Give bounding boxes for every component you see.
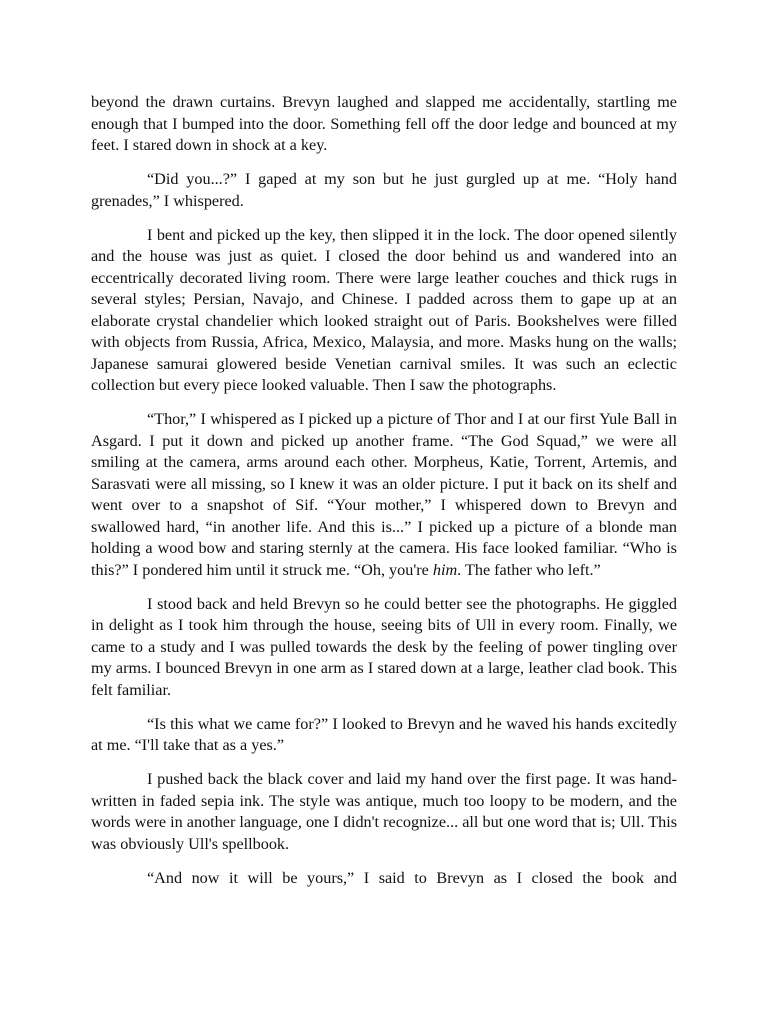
paragraph-4-text-before: “Thor,” I whispered as I picked up a picture of Thor and I at our first Yule Ball in Asgard. I put it down and picked up another frame. “The God Squad,” we were all smiling at the camera, arms around each other. Morpheus, Katie, Torrent, Artemis, and Sarasvati were all missing, so I knew it was an older picture. I put it back on its shelf and went over to a snapshot of Sif. “Your mother,” I whispered down to Brevyn and swallowed hard, “in another life. And this is...” I picked up a picture of a blonde man holding a wood bow and staring sternly at the camera. His face looked familiar. “Who is this?” I pondered him until it struck me. “Oh, you're xyxy=(91,410,677,579)
paragraph-1: beyond the drawn curtains. Brevyn laughed and slapped me accidentally, startling me enough that I bumped into the door. Something fell off the door ledge and bounced at my feet. I stared down in shock at a key. xyxy=(91,93,677,154)
paragraph-5: I stood back and held Brevyn so he could better see the photographs. He giggled in delight as I took him through the house, seeing bits of Ull in every room. Finally, we came to a study and I was pulled towards the desk by the feeling of power tingling over my arms. I bounced Brevyn in one arm as I stared down at a large, leather clad book. This felt familiar. xyxy=(91,594,677,699)
paragraph-6: “Is this what we came for?” I looked to Brevyn and he waved his hands excitedly at me. “I'll take that as a yes.” xyxy=(91,714,677,754)
paragraph-4-emphasis: him xyxy=(432,560,458,579)
paragraph-7: I pushed back the black cover and laid my hand over the first page. It was hand-written in faded sepia ink. The style was antique, much too loopy to be modern, and the words were in another language, one I didn't recognize... all but one word that is; Ull. This was obviously Ull's spellbook. xyxy=(91,770,677,853)
paragraph-4-text-after: . The father who left.” xyxy=(457,560,601,579)
paragraph-4 xyxy=(91,409,677,581)
paragraph-3: I bent and picked up the key, then slipped it in the lock. The door opened silently and the house was just as quiet. I closed the door behind us and wandered into an eccentrically decorated living room. There were large leather couches and thick rugs in several styles; Persian, Navajo, and Chinese. I padded across them to gape up at an elaborate crystal chandelier which looked straight out of Paris. Bookshelves were filled with objects from Russia, Africa, Mexico, Malaysia, and more. Masks hung on the walls; Japanese samurai glowered beside Venetian carnival smiles. It was such an eclectic collection but every piece looked valuable. Then I saw the photographs. xyxy=(91,225,677,394)
paragraph-2: “Did you...?” I gaped at my son but he just gurgled up at me. “Holy hand grenades,” I whispered. xyxy=(91,170,677,210)
paragraph-8: “And now it will be yours,” I said to Brevyn as I closed the book and xyxy=(147,868,677,887)
book-page xyxy=(91,92,677,889)
